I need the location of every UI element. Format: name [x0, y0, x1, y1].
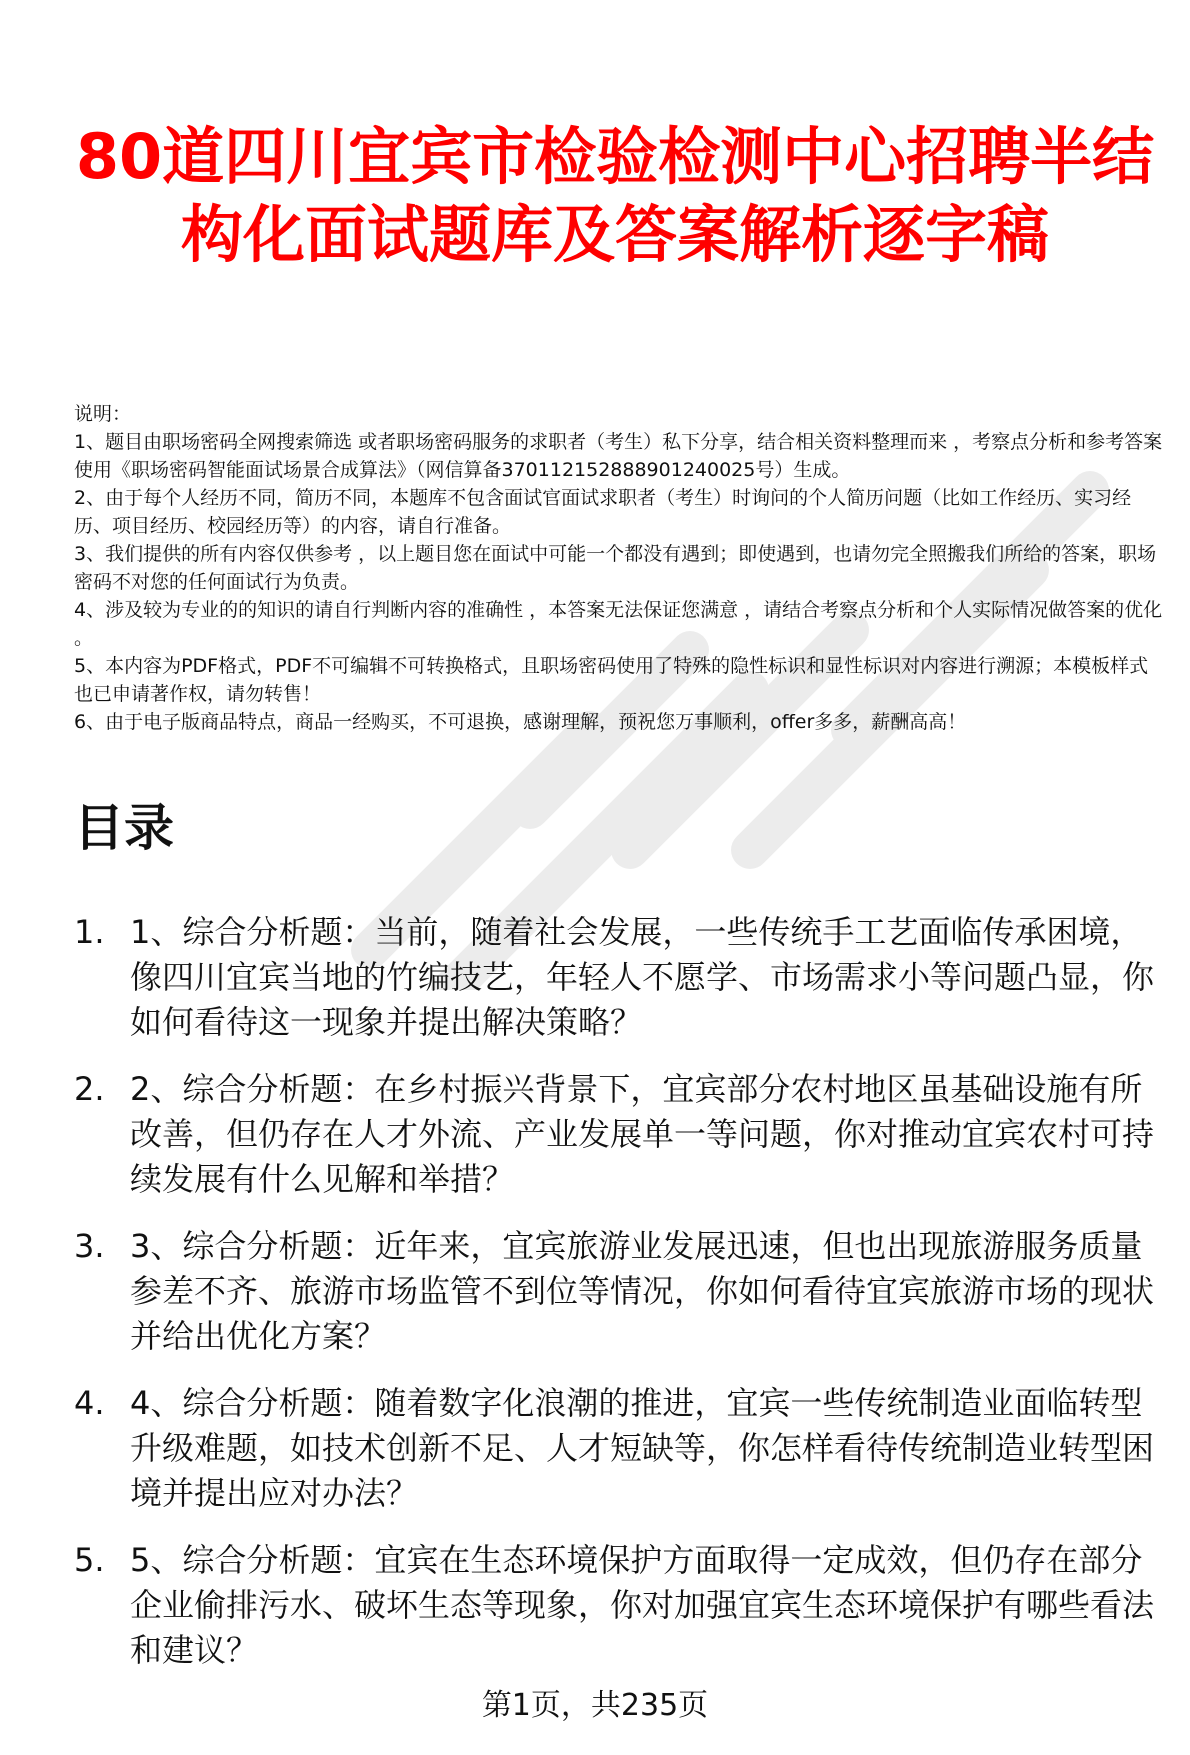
toc-item[interactable] — [74, 1067, 1170, 1202]
note-item: 3、我们提供的所有内容仅供参考 ，以上题目您在面试中可能一个都没有遇到；即使遇到，也请勿完全照搬我们所给的答案，职场密码不对您的任何面试行为负责。 — [74, 543, 1157, 593]
toc-item-number: 1. — [74, 913, 105, 951]
notes-heading: 说明： — [74, 403, 132, 425]
note-item: 2、由于每个人经历不同，简历不同，本题库不包含面试官面试求职者（考生）时询问的个人简历问题（比如工作经历、实习经历、项目经历、校园经历等）的内容，请自行准备。 — [74, 487, 1132, 537]
toc-item-number: 5. — [74, 1541, 105, 1579]
toc-item[interactable] — [74, 1224, 1170, 1359]
toc-item-text: 3、综合分析题：近年来，宜宾旅游业发展迅速，但也出现旅游服务质量参差不齐、旅游市场监管不到位等情况，你如何看待宜宾旅游市场的现状并给出优化方案？ — [130, 1227, 1155, 1355]
toc-item-text: 4、综合分析题：随着数字化浪潮的推进，宜宾一些传统制造业面临转型升级难题，如技术创新不足、人才短缺等，你怎样看待传统制造业转型困境并提出应对办法？ — [130, 1384, 1155, 1512]
toc-item-number: 4. — [74, 1384, 105, 1422]
note-item: 6、由于电子版商品特点，商品一经购买，不可退换，感谢理解，预祝您万事顺利，offer多多，薪酬高高！ — [74, 711, 967, 733]
toc-item[interactable] — [74, 1538, 1170, 1673]
toc-heading: 目录 — [74, 799, 174, 857]
toc-item-text: 1、综合分析题：当前，随着社会发展，一些传统手工艺面临传承困境，像四川宜宾当地的竹编技艺，年轻人不愿学、市场需求小等问题凸显，你如何看待这一现象并提出解决策略？ — [130, 913, 1155, 1041]
toc-item[interactable] — [74, 1381, 1170, 1516]
table-of-contents — [74, 910, 1170, 1695]
note-item: 4、涉及较为专业的的知识的请自行判断内容的准确性 ，本答案无法保证您满意 ，请结合考察点分析和个人实际情况做答案的优化 。 — [74, 599, 1163, 649]
document-title: 80道四川宜宾市检验检测中心招聘半结构化面试题库及答案解析逐字稿 — [75, 120, 1155, 271]
toc-item-text: 5、综合分析题：宜宾在生态环境保护方面取得一定成效，但仍存在部分企业偷排污水、破坏生态等现象，你对加强宜宾生态环境保护有哪些看法和建议？ — [130, 1541, 1155, 1669]
page-footer: 第1页，共235页 — [481, 1688, 709, 1723]
toc-item-text: 2、综合分析题：在乡村振兴背景下，宜宾部分农村地区虽基础设施有所改善，但仍存在人才外流、产业发展单一等问题，你对推动宜宾农村可持续发展有什么见解和举措？ — [130, 1070, 1155, 1198]
note-item: 1、题目由职场密码全网搜索筛选 或者职场密码服务的求职者（考生）私下分享，结合相关资料整理而来 ，考察点分析和参考答案使用《职场密码智能面试场景合成算法》（网信算备370112152888901240025号）生成。 — [74, 431, 1163, 481]
toc-item[interactable] — [74, 910, 1170, 1045]
toc-item-number: 3. — [74, 1227, 105, 1265]
note-item: 5、本内容为PDF格式，PDF不可编辑不可转换格式，且职场密码使用了特殊的隐性标识和显性标识对内容进行溯源；本模板样式也已申请著作权，请勿转售！ — [74, 655, 1149, 705]
toc-item-number: 2. — [74, 1070, 105, 1108]
disclaimer-notes — [74, 400, 1164, 736]
